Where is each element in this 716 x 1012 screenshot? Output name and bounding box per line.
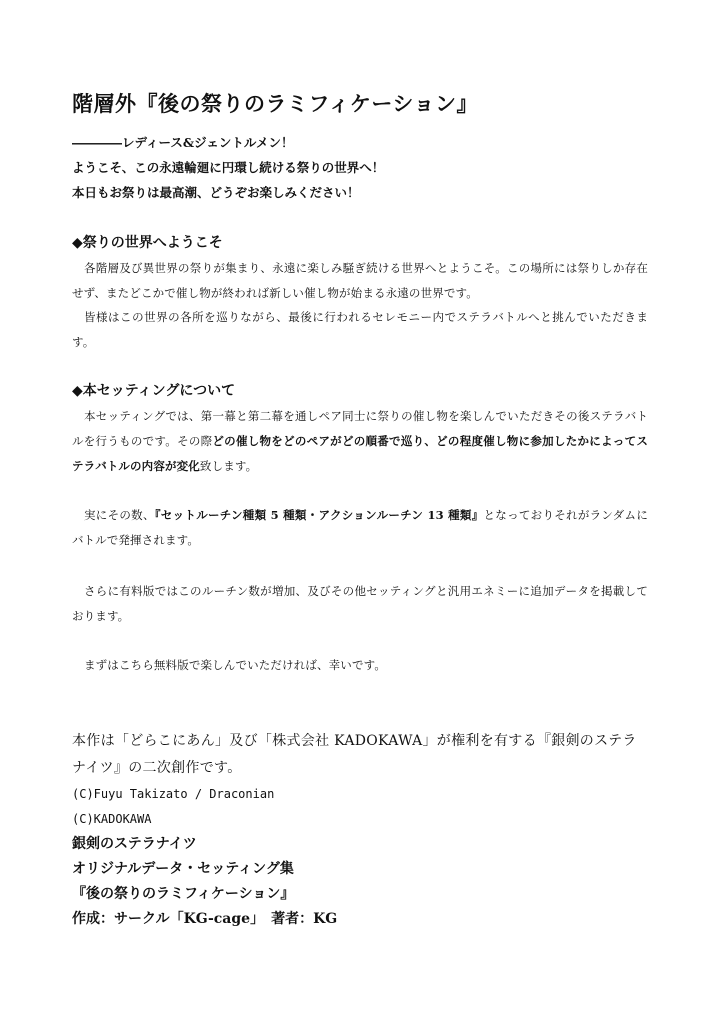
intro-line-2: ようこそ、この永遠輪廻に円環し続ける祭りの世界へ！ <box>72 160 385 175</box>
copyright-line-2: (C)KADOKAWA <box>72 812 152 826</box>
section-setting-paragraph-3: さらに有料版ではこのルーチン数が増加、及びその他セッティングと汎用エネミーに追加データを掲載しております。 <box>72 584 648 623</box>
paragraph-text: 致します。 <box>199 459 258 473</box>
paragraph-text: 実にその数、 <box>84 508 155 522</box>
section-setting-paragraph-1 <box>72 404 648 479</box>
section-heading-setting: ◆本セッティングについて <box>72 383 236 399</box>
section-heading-world: ◆祭りの世界へようこそ <box>72 235 223 251</box>
section-world-paragraph-2: 皆様はこの世界の各所を巡りながら、最後に行われるセレモニー内でステラバトルへと挑んでいただきます。 <box>72 310 648 349</box>
copyright-notice: 本作は「どらこにあん」及び「株式会社 KADOKAWA」が権利を有する『銀剣のステラナイツ』の二次創作です。 <box>72 733 637 776</box>
section-setting-paragraph-2 <box>72 503 648 553</box>
paragraph-text: 本セッティングでは、第一幕と第二幕を通しペア同士に祭りの催し物を楽しんでいただきその後ステラバトルを行うものです。その際 <box>72 409 648 448</box>
emphasized-text: 『セットルーチン種類 5 種類・アクションルーチン 13 種類』 <box>154 508 484 522</box>
intro-block <box>72 130 384 205</box>
intro-line-1: ――――レディース&ジェントルメン！ <box>72 135 294 150</box>
page-title: 階層外『後の祭りのラミフィケーション』 <box>72 91 478 116</box>
credits-block <box>72 728 648 932</box>
section-world-paragraph-1: 各階層及び異世界の祭りが集まり、永遠に楽しみ騒ぎ続ける世界へとようこそ。この場所には祭りしか存在せず、またどこかで催し物が終われば新しい催し物が始まる永遠の世界です。 <box>72 261 648 300</box>
emphasized-text: どの催し物をどのペアがどの順番で巡り、どの程度催し物に参加したかによってステラバトルの内容が変化 <box>72 434 648 473</box>
copyright-line-1: (C)Fuyu Takizato / Draconian <box>72 787 275 801</box>
intro-line-3: 本日もお祭りは最高潮、どうぞお楽しみください！ <box>72 185 360 200</box>
work-title: 『後の祭りのラミフィケーション』 <box>72 886 295 902</box>
collection-title: オリジナルデータ・セッティング集 <box>72 861 294 877</box>
game-title: 銀剣のステラナイツ <box>72 836 197 852</box>
paragraph-text: となっておりそれがランダムにバトルで発揮されます。 <box>72 508 648 547</box>
author-line: 作成：サークル「KG-cage」 著者：KG <box>72 911 338 927</box>
section-setting-paragraph-4: まずはこちら無料版で楽しんでいただければ、幸いです。 <box>84 658 386 672</box>
